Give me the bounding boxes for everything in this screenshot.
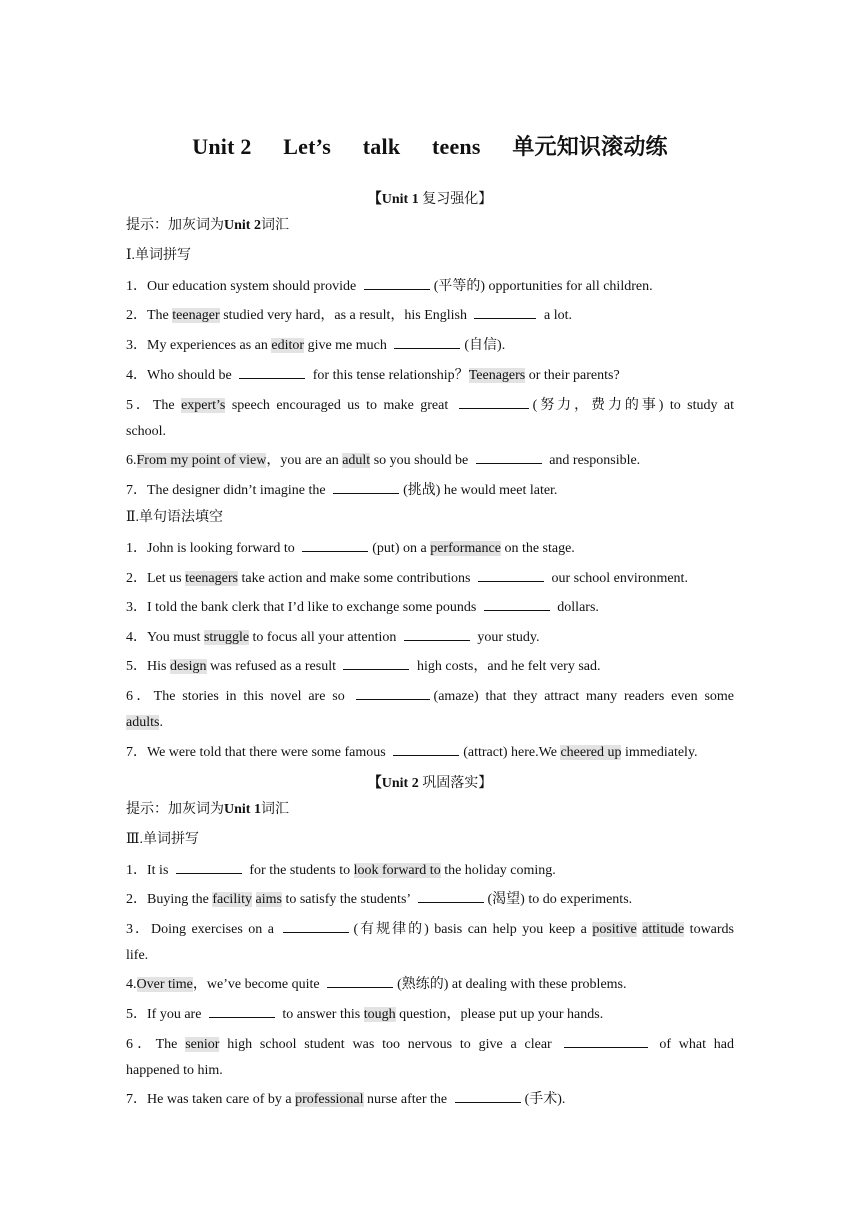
line-text: immediately. <box>621 745 698 760</box>
answer-blank[interactable] <box>474 305 536 319</box>
line-text: (手术). <box>524 1092 566 1107</box>
line-text: 1．It is <box>126 863 172 878</box>
page-title <box>0 130 860 161</box>
line-text: was refused as a result <box>206 659 340 674</box>
line-text: to answer this <box>278 1007 364 1022</box>
exercise-line <box>126 480 734 500</box>
unit1-heading <box>0 188 860 208</box>
exercise-line <box>126 365 734 385</box>
line-text: the holiday coming. <box>440 863 556 878</box>
line-text: our school environment. <box>547 571 688 586</box>
line-text: your study. <box>473 630 540 645</box>
title-talk: talk <box>362 134 401 159</box>
tip-prefix: 提示：加灰词为 <box>126 802 224 817</box>
exercise-line <box>126 423 734 441</box>
answer-blank[interactable] <box>404 627 470 641</box>
unit1-heading-cn: 复习强化】 <box>422 192 493 207</box>
line-text: 6．The <box>126 1037 186 1052</box>
line-text: ，we’ve become quite <box>192 977 324 992</box>
exercise-line <box>126 1004 734 1024</box>
exercise-line <box>126 919 734 939</box>
title-lets: Let’s <box>283 134 332 159</box>
highlighted-word: teenagers <box>185 571 238 586</box>
line-text: (put) on a <box>372 541 431 556</box>
unit2-tip <box>126 801 734 819</box>
exercise-line <box>126 714 734 732</box>
answer-blank[interactable] <box>478 568 544 582</box>
highlighted-word: attitude <box>642 922 685 937</box>
answer-blank[interactable] <box>393 742 459 756</box>
line-text: 7．The designer didn’t imagine the <box>126 483 330 498</box>
exercise-line <box>126 1062 734 1080</box>
line-text: 3．My experiences as an <box>126 338 272 353</box>
line-text: (熟练的) at dealing with these problems. <box>397 977 627 992</box>
highlighted-word: struggle <box>203 630 250 645</box>
answer-blank[interactable] <box>302 538 368 552</box>
line-text: a lot. <box>540 308 572 323</box>
exercise-line <box>126 889 734 909</box>
line-text: or their parents? <box>525 368 620 383</box>
highlighted-word: Over time <box>136 977 193 992</box>
line-text: of what had <box>651 1037 735 1052</box>
answer-blank[interactable] <box>327 974 393 988</box>
exercise-line <box>126 656 734 676</box>
highlighted-word: teenager <box>172 308 220 323</box>
answer-blank[interactable] <box>455 1089 521 1103</box>
line-text: (有规律的) basis can help you keep a <box>353 922 593 937</box>
highlighted-word: aims <box>255 892 282 907</box>
exercise-line <box>126 305 734 325</box>
line-text: so you should be <box>370 453 472 468</box>
line-text: 2．Let us <box>126 571 186 586</box>
line-text: life. <box>126 948 149 963</box>
tip-suffix: 词汇 <box>260 218 289 233</box>
answer-blank[interactable] <box>343 656 409 670</box>
line-text: for this tense relationship？ <box>309 368 469 383</box>
line-text: nurse after the <box>363 1092 451 1107</box>
tip-unit: Unit 1 <box>224 802 261 817</box>
exercise-line <box>126 860 734 880</box>
line-text: 4．You must <box>126 630 204 645</box>
highlighted-word: look forward to <box>353 863 441 878</box>
line-text: speech encouraged us to make great <box>225 398 455 413</box>
exercise-line <box>126 538 734 558</box>
part2-title: Ⅱ.单句语法填空 <box>126 510 224 525</box>
unit1-tip <box>126 217 734 235</box>
line-text <box>252 892 256 907</box>
line-text: 5．The <box>126 398 182 413</box>
answer-blank[interactable] <box>459 395 529 409</box>
line-text: happened to him. <box>126 1063 223 1078</box>
line-text: (渴望) to do experiments. <box>487 892 633 907</box>
title-teens: teens <box>431 134 481 159</box>
line-text: (amaze) that they attract many readers even some <box>433 689 734 704</box>
highlighted-word: performance <box>430 541 501 556</box>
exercise-line <box>126 335 734 355</box>
line-text: 2．Buying the <box>126 892 213 907</box>
line-text: 3．Doing exercises on a <box>126 922 280 937</box>
unit2-heading <box>0 772 860 792</box>
line-text: (挑战) he would meet later. <box>403 483 558 498</box>
unit1-heading-en: 【Unit 1 <box>367 192 419 207</box>
highlighted-word: facility <box>212 892 252 907</box>
answer-blank[interactable] <box>209 1004 275 1018</box>
exercise-line <box>126 568 734 588</box>
highlighted-word: tough <box>363 1007 396 1022</box>
highlighted-word: positive <box>592 922 637 937</box>
highlighted-word: senior <box>185 1037 220 1052</box>
tip-unit: Unit 2 <box>224 218 261 233</box>
highlighted-word: expert’s <box>181 398 226 413</box>
title-unit: Unit 2 <box>192 134 252 159</box>
highlighted-word: From my point of view <box>136 453 267 468</box>
line-text: school. <box>126 424 167 439</box>
line-text: take action and make some contributions <box>237 571 474 586</box>
answer-blank[interactable] <box>176 860 242 874</box>
highlighted-word: editor <box>271 338 305 353</box>
answer-blank[interactable] <box>239 365 305 379</box>
answer-blank[interactable] <box>484 597 550 611</box>
line-text: question，please put up your hands. <box>395 1007 604 1022</box>
line-text: high costs，and he felt very sad. <box>413 659 601 674</box>
answer-blank[interactable] <box>356 686 430 700</box>
line-text: 3．I told the bank clerk that I’d like to exchange some pounds <box>126 600 480 615</box>
line-text: to satisfy the students’ <box>281 892 414 907</box>
exercise-line <box>126 627 734 647</box>
line-text: 7．We were told that there were some famous <box>126 745 390 760</box>
line-text: towards <box>684 922 735 937</box>
line-text: 7．He was taken care of by a <box>126 1092 296 1107</box>
answer-blank[interactable] <box>283 919 349 933</box>
exercise-line <box>126 450 734 470</box>
highlighted-word: adults <box>126 715 160 730</box>
answer-blank[interactable] <box>333 480 399 494</box>
line-text: 6．The stories in this novel are so <box>126 689 352 704</box>
line-text: for the students to <box>245 863 354 878</box>
line-text: 2．The <box>126 308 173 323</box>
exercise-line <box>126 1089 734 1109</box>
exercise-line <box>126 947 734 965</box>
line-text: dollars. <box>553 600 599 615</box>
highlighted-word: Teenagers <box>468 368 526 383</box>
exercise-line <box>126 1034 734 1054</box>
line-text: (attract) here.We <box>463 745 561 760</box>
answer-blank[interactable] <box>476 450 542 464</box>
exercise-line <box>126 395 734 415</box>
title-cn: 单元知识滚动练 <box>512 134 668 159</box>
line-text: and responsible. <box>545 453 641 468</box>
answer-blank[interactable] <box>564 1034 648 1048</box>
unit2-heading-cn: 巩固落实】 <box>422 776 493 791</box>
exercise-line <box>126 276 734 296</box>
answer-blank[interactable] <box>418 889 484 903</box>
line-text: 5．If you are <box>126 1007 205 1022</box>
exercise-line <box>126 974 734 994</box>
highlighted-word: professional <box>295 1092 364 1107</box>
line-text: give me much <box>304 338 391 353</box>
highlighted-word: design <box>169 659 207 674</box>
line-text: ，you are an <box>266 453 343 468</box>
tip-prefix: 提示：加灰词为 <box>126 218 224 233</box>
line-text: . <box>159 715 163 730</box>
tip-suffix: 词汇 <box>260 802 289 817</box>
highlighted-word: cheered up <box>560 745 622 760</box>
line-text: on the stage. <box>500 541 575 556</box>
exercise-line <box>126 597 734 617</box>
line-text: (平等的) opportunities for all children. <box>433 279 653 294</box>
exercise-line <box>126 742 734 762</box>
line-text: 1．Our education system should provide <box>126 279 360 294</box>
line-text: 4．Who should be <box>126 368 236 383</box>
line-text: studied very hard，as a result，his English <box>219 308 471 323</box>
line-text: high school student was too nervous to give a clear <box>219 1037 560 1052</box>
answer-blank[interactable] <box>394 335 460 349</box>
line-text: 4. <box>126 977 137 992</box>
line-text: (努力，费力的事) to study at <box>532 398 735 413</box>
highlighted-word: adult <box>342 453 371 468</box>
line-text: to focus all your attention <box>249 630 400 645</box>
line-text: 6. <box>126 453 137 468</box>
part3-title: Ⅲ.单词拼写 <box>126 832 200 847</box>
answer-blank[interactable] <box>364 276 430 290</box>
part1-title: Ⅰ.单词拼写 <box>126 248 192 263</box>
line-text: 1．John is looking forward to <box>126 541 299 556</box>
line-text: 5．His <box>126 659 170 674</box>
exercise-line <box>126 686 734 706</box>
line-text: (自信). <box>464 338 506 353</box>
unit2-heading-en: 【Unit 2 <box>367 776 419 791</box>
